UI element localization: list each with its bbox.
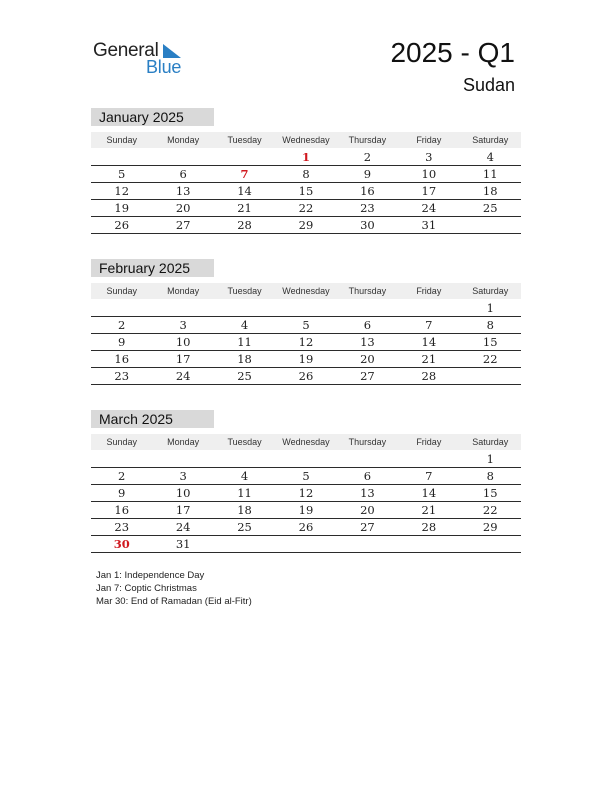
day-cell: 8: [486, 469, 494, 483]
empty-day-cell: [337, 300, 398, 316]
weekday-header: Sunday: [106, 437, 137, 447]
day-cell: 24: [175, 369, 191, 383]
weekday-header: Monday: [167, 286, 200, 296]
day-cell: 29: [298, 218, 314, 232]
day-cell: 18: [237, 503, 252, 517]
day-cell: 13: [360, 335, 375, 349]
weekday-header: Saturday: [472, 437, 509, 447]
empty-day-cell: [460, 368, 521, 384]
empty-day-cell: [460, 217, 521, 233]
day-cell: 11: [482, 167, 498, 181]
logo-blue-text: Blue: [146, 57, 182, 77]
day-cell: 29: [482, 520, 498, 534]
day-cell: 13: [360, 486, 375, 500]
empty-day-cell: [152, 300, 213, 316]
day-cell: 6: [179, 167, 187, 181]
day-cell: 22: [482, 503, 498, 517]
holiday-note: Jan 7: Coptic Christmas: [96, 583, 197, 594]
day-cell: 28: [421, 369, 437, 383]
day-cell: 28: [237, 218, 252, 232]
weekday-header: Thursday: [348, 437, 387, 447]
day-cell: 15: [298, 184, 314, 198]
day-cell: 16: [114, 352, 130, 366]
empty-day-cell: [152, 149, 213, 165]
day-cell: 22: [298, 201, 314, 215]
day-cell: 19: [298, 352, 314, 366]
day-cell: 27: [360, 369, 375, 383]
weekday-header: Sunday: [106, 135, 137, 145]
day-cell: 3: [179, 469, 187, 483]
empty-day-cell: [398, 536, 459, 552]
day-cell: 31: [175, 537, 191, 551]
day-cell: 16: [360, 184, 375, 198]
logo-general-text: General: [93, 40, 159, 61]
day-cell: 10: [421, 167, 437, 181]
empty-day-cell: [214, 300, 275, 316]
day-cell: 17: [175, 352, 191, 366]
week-row: [91, 368, 521, 385]
day-cell: 18: [237, 352, 252, 366]
empty-day-cell: [337, 536, 398, 552]
page-title: 2025 - Q1: [390, 37, 515, 68]
day-cell: 1: [301, 150, 310, 164]
month-february: [91, 259, 521, 385]
day-cell: 30: [113, 537, 130, 551]
day-cell: 20: [175, 201, 191, 215]
day-cell: 23: [360, 201, 375, 215]
empty-day-cell: [337, 451, 398, 467]
day-cell: 12: [298, 335, 314, 349]
empty-day-cell: [275, 300, 336, 316]
day-cell: 20: [360, 352, 375, 366]
day-cell: 31: [421, 218, 437, 232]
day-cell: 10: [175, 486, 191, 500]
empty-day-cell: [152, 451, 213, 467]
day-cell: 17: [421, 184, 437, 198]
weekday-header: Saturday: [472, 286, 509, 296]
day-cell: 20: [360, 503, 375, 517]
day-cell: 10: [175, 335, 191, 349]
week-row: [91, 183, 521, 200]
day-cell: 5: [302, 469, 310, 483]
weekday-header: Friday: [416, 135, 442, 145]
day-cell: 27: [175, 218, 191, 232]
day-cell: 11: [237, 486, 252, 500]
day-cell: 14: [237, 184, 252, 198]
month-label: January 2025: [91, 108, 214, 126]
day-cell: 2: [118, 318, 126, 332]
day-cell: 15: [482, 335, 498, 349]
day-cell: 24: [175, 520, 191, 534]
week-row: [91, 200, 521, 217]
weekday-header: Monday: [167, 135, 200, 145]
day-cell: 22: [482, 352, 498, 366]
day-cell: 25: [237, 369, 252, 383]
weekday-header: Monday: [167, 437, 200, 447]
weekday-header: Wednesday: [282, 286, 330, 296]
day-cell: 2: [363, 150, 372, 164]
day-cell: 8: [302, 167, 310, 181]
day-cell: 9: [118, 335, 126, 349]
day-cell: 12: [114, 184, 130, 198]
day-cell: 13: [175, 184, 191, 198]
empty-day-cell: [214, 536, 275, 552]
day-cell: 21: [421, 352, 437, 366]
day-cell: 30: [360, 218, 375, 232]
day-cell: 2: [118, 469, 126, 483]
day-cell: 4: [486, 150, 494, 164]
day-cell: 17: [175, 503, 191, 517]
day-cell: 3: [425, 150, 433, 164]
weekday-header: Sunday: [106, 286, 137, 296]
weekday-header: Wednesday: [282, 135, 330, 145]
week-row: [91, 451, 521, 468]
day-cell: 4: [240, 318, 249, 332]
week-row: [91, 485, 521, 502]
weekday-header: Thursday: [348, 135, 387, 145]
day-cell: 7: [240, 167, 249, 181]
day-cell: 26: [114, 218, 130, 232]
day-cell: 27: [360, 520, 375, 534]
weekday-header: Wednesday: [282, 437, 330, 447]
empty-day-cell: [398, 300, 459, 316]
day-cell: 25: [482, 201, 498, 215]
empty-day-cell: [398, 451, 459, 467]
day-cell: 18: [482, 184, 498, 198]
day-cell: 5: [118, 167, 126, 181]
weekday-header: Friday: [416, 437, 442, 447]
weekday-header: Friday: [416, 286, 442, 296]
week-row: [91, 317, 521, 334]
month-label: February 2025: [91, 259, 214, 277]
day-cell: 23: [114, 369, 130, 383]
weekday-header-row: [91, 283, 521, 299]
week-row: [91, 166, 521, 183]
brand-logo: [93, 40, 193, 80]
day-cell: 9: [363, 167, 372, 181]
day-cell: 14: [421, 335, 437, 349]
day-cell: 1: [486, 301, 494, 315]
day-cell: 14: [421, 486, 437, 500]
day-cell: 4: [240, 469, 249, 483]
day-cell: 11: [237, 335, 252, 349]
empty-day-cell: [460, 536, 521, 552]
weekday-header: Saturday: [472, 135, 509, 145]
day-cell: 12: [298, 486, 314, 500]
week-row: [91, 351, 521, 368]
weekday-header: Tuesday: [227, 286, 262, 296]
empty-day-cell: [214, 451, 275, 467]
weekday-header: Thursday: [348, 286, 387, 296]
holiday-notes: [96, 569, 252, 608]
day-cell: 26: [298, 520, 314, 534]
empty-day-cell: [91, 149, 152, 165]
day-cell: 1: [486, 452, 494, 466]
day-cell: 8: [486, 318, 494, 332]
holiday-note: Jan 1: Independence Day: [96, 570, 205, 581]
weekday-header-row: [91, 434, 521, 450]
day-cell: 24: [421, 201, 437, 215]
empty-day-cell: [275, 451, 336, 467]
week-row: [91, 334, 521, 351]
empty-day-cell: [275, 536, 336, 552]
day-cell: 9: [118, 486, 126, 500]
day-cell: 16: [114, 503, 130, 517]
month-label: March 2025: [91, 410, 214, 428]
weekday-header: Tuesday: [227, 437, 262, 447]
day-cell: 7: [425, 469, 433, 483]
day-cell: 6: [363, 318, 372, 332]
day-cell: 28: [421, 520, 437, 534]
day-cell: 6: [363, 469, 372, 483]
day-cell: 3: [179, 318, 187, 332]
empty-day-cell: [91, 300, 152, 316]
day-cell: 7: [425, 318, 433, 332]
country-name: Sudan: [462, 75, 515, 95]
week-row: [91, 149, 521, 166]
week-row: [91, 300, 521, 317]
week-row: [91, 468, 521, 485]
month-january: [91, 108, 521, 234]
empty-day-cell: [214, 149, 275, 165]
week-row: [91, 536, 521, 553]
week-row: [91, 217, 521, 234]
empty-day-cell: [91, 451, 152, 467]
weekday-header-row: [91, 132, 521, 148]
week-row: [91, 519, 521, 536]
holiday-note: Mar 30: End of Ramadan (Eid al-Fitr): [96, 596, 252, 607]
day-cell: 19: [298, 503, 314, 517]
day-cell: 5: [302, 318, 310, 332]
day-cell: 26: [298, 369, 314, 383]
day-cell: 25: [237, 520, 252, 534]
day-cell: 21: [237, 201, 252, 215]
week-row: [91, 502, 521, 519]
day-cell: 21: [421, 503, 437, 517]
day-cell: 19: [114, 201, 130, 215]
day-cell: 23: [114, 520, 130, 534]
month-march: [91, 410, 521, 553]
weekday-header: Tuesday: [227, 135, 262, 145]
day-cell: 15: [482, 486, 498, 500]
